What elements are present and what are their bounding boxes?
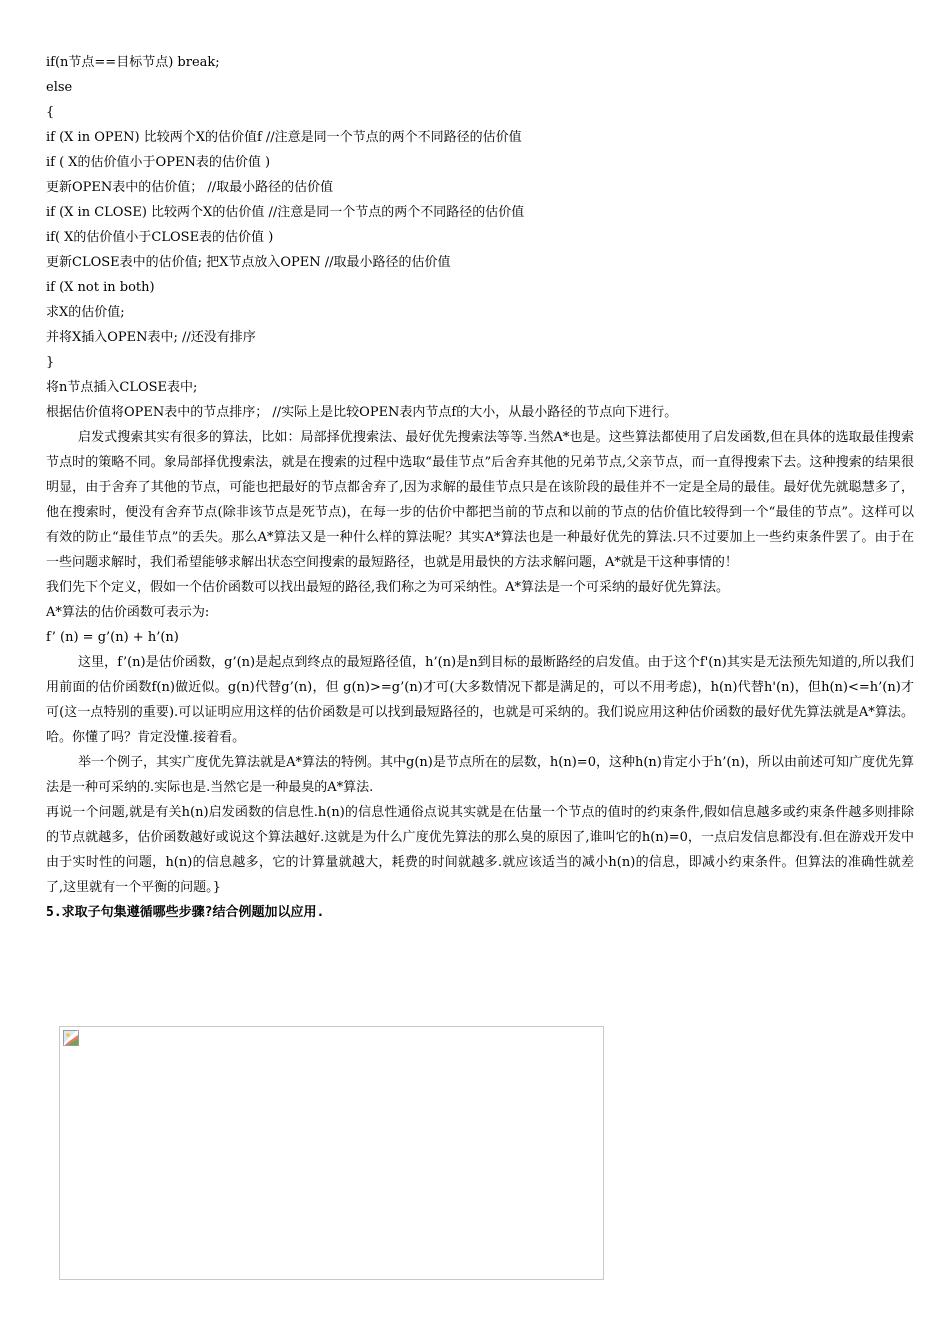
code-line: 根据估价值将OPEN表中的节点排序； //实际上是比较OPEN表内节点f的大小，从最小路径的节点向下进行。 bbox=[46, 405, 678, 420]
code-line: else bbox=[46, 80, 73, 95]
image-placeholder bbox=[59, 1026, 604, 1280]
paragraph-admissibility: 我们先下个定义，假如一个估价函数可以找出最短的路径,我们称之为可采纳性。A*算法是一个可采纳的最好优先算法。 bbox=[46, 580, 730, 595]
paragraph-evaluation-intro: A*算法的估价函数可表示为: bbox=[46, 605, 210, 620]
question-heading: 5.求取子句集遵循哪些步骤?结合例题加以应用. bbox=[46, 905, 325, 920]
document-page bbox=[46, 50, 914, 925]
paragraph-heuristic-search: 启发式搜索其实有很多的算法，比如：局部择优搜索法、最好优先搜索法等等.当然A*也是。这些算法都使用了启发函数,但在具体的选取最佳搜索节点时的策略不同。象局部择优搜索法，就是在搜索的过程中选取“最佳节点”后舍弃其他的兄弟节点,父亲节点，而一直得搜索下去。这种搜索的结果很明显，由于舍弃了其他的节点，可能也把最好的节点都舍弃了,因为求解的最佳节点只是在该阶段的最佳并不一定是全局的最佳。最好优先就聪慧多了，他在搜索时，便没有舍弃节点(除非该节点是死节点)，在每一步的估价中都把当前的节点和以前的节点的估价值比较得到一个“最佳的节点”。这样可以有效的防止“最佳节点”的丢失。那么A*算法又是一种什么样的算法呢？其实A*算法也是一种最好优先的算法.只不过要加上一些约束条件罢了。由于在一些问题求解时，我们希望能够求解出状态空间搜索的最短路径，也就是用最快的方法求解问题，A*就是干这种事情的！ bbox=[46, 430, 914, 570]
code-block bbox=[46, 50, 914, 425]
paragraph-example: 举一个例子，其实广度优先算法就是A*算法的特例。其中g(n)是节点所在的层数，h(n)=0，这种h(n)肯定小于h’(n)，所以由前述可知广度优先算法是一种可采纳的.实际也是.当然它是一种最臭的A*算法. bbox=[46, 755, 914, 795]
paragraph-explanation: 这里，f’(n)是估价函数，g’(n)是起点到终点的最短路径值，h’(n)是n到目标的最断路经的启发值。由于这个f'(n)其实是无法预先知道的,所以我们用前面的估价函数f(n)做近似。g(n)代替g’(n)，但 g(n)>=g’(n)才可(大多数情况下都是满足的，可以不用考虑)，h(n)代替h'(n)，但h(n)<=h’(n)才可(这一点特别的重要).可以证明应用这样的估价函数是可以找到最短路径的，也就是可采纳的。我们说应用这种估价函数的最好优先算法就是A*算法。哈。你懂了吗？肯定没懂.接着看。 bbox=[46, 655, 914, 745]
code-line: 将n节点插入CLOSE表中; bbox=[46, 380, 198, 395]
formula-evaluation-function: f’ (n) = g’(n) + h’(n) bbox=[46, 630, 179, 645]
code-line: if ( X的估价值小于OPEN表的估价值 ) bbox=[46, 155, 271, 170]
code-line: 并将X插入OPEN表中; //还没有排序 bbox=[46, 330, 256, 345]
code-line: if( X的估价值小于CLOSE表的估价值 ) bbox=[46, 230, 274, 245]
code-line: 求X的估价值; bbox=[46, 305, 125, 320]
code-line: 更新OPEN表中的估价值； //取最小路径的估价值 bbox=[46, 180, 334, 195]
code-line: if (X not in both) bbox=[46, 280, 155, 295]
code-line: if (X in CLOSE) 比较两个X的估价值 //注意是同一个节点的两个不同路径的估价值 bbox=[46, 205, 525, 220]
code-line: if(n节点==目标节点) break; bbox=[46, 55, 220, 70]
code-line: if (X in OPEN) 比较两个X的估价值f //注意是同一个节点的两个不同路径的估价值 bbox=[46, 130, 522, 145]
code-line: { bbox=[46, 105, 55, 120]
code-line: 更新CLOSE表中的估价值; 把X节点放入OPEN //取最小路径的估价值 bbox=[46, 255, 451, 270]
code-line: } bbox=[46, 355, 55, 370]
paragraph-heuristic-information: 再说一个问题,就是有关h(n)启发函数的信息性.h(n)的信息性通俗点说其实就是在估量一个节点的值时的约束条件,假如信息越多或约束条件越多则排除的节点就越多，估价函数越好或说这个算法越好.这就是为什么广度优先算法的那么臭的原因了,谁叫它的h(n)=0，一点启发信息都没有.但在游戏开发中由于实时性的问题，h(n)的信息越多，它的计算量就越大，耗费的时间就越多.就应该适当的减小h(n)的信息，即减小约束条件。但算法的准确性就差了,这里就有一个平衡的问题。} bbox=[46, 805, 914, 895]
broken-image-icon bbox=[63, 1030, 79, 1046]
